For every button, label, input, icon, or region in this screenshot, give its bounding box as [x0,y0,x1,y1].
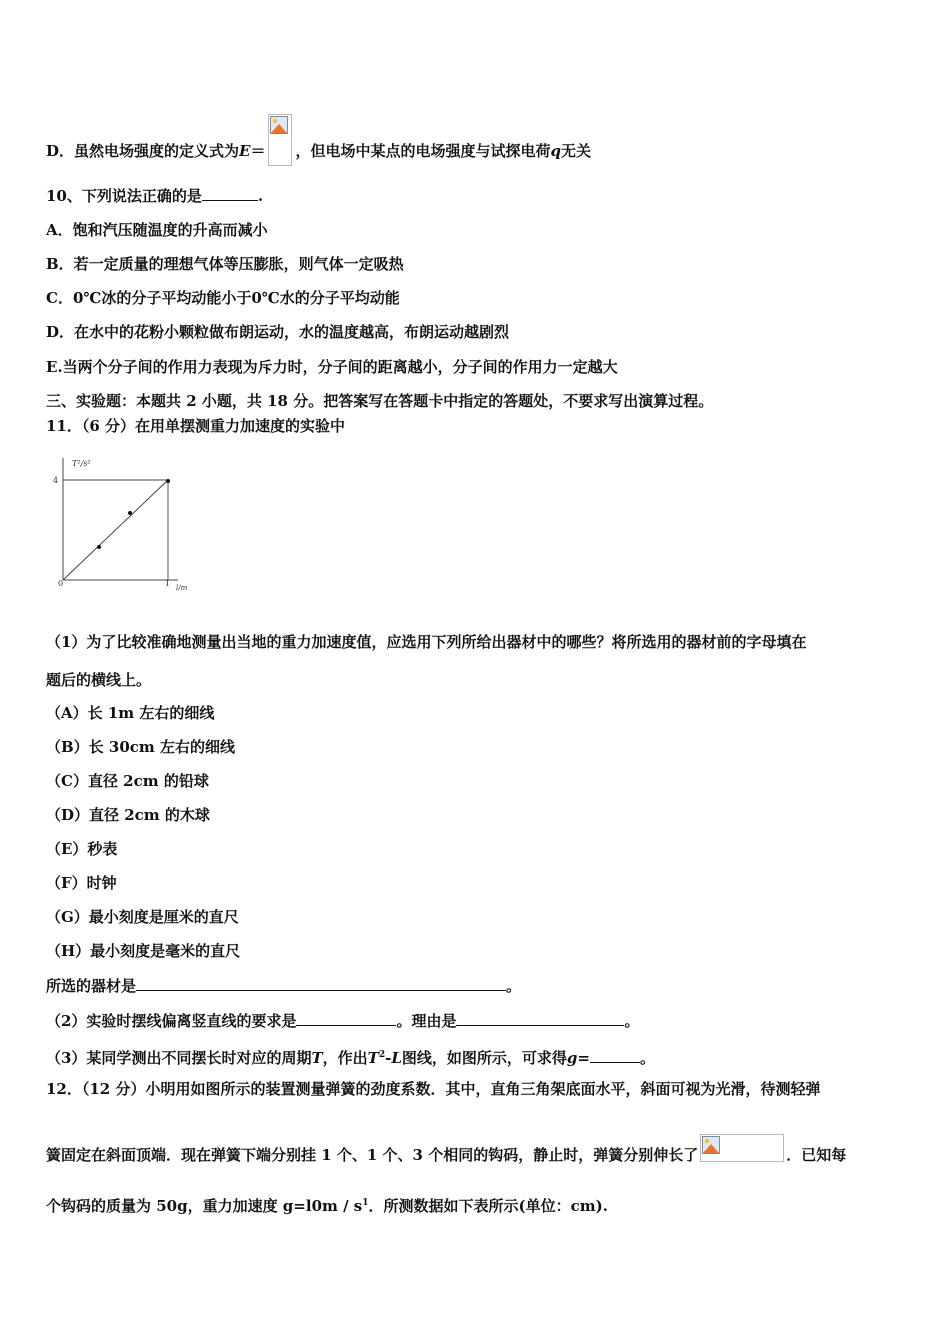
graph-origin-label: 0 [58,579,64,588]
q11-part1-line1: （1）为了比较准确地测量出当地的重力加速度值，应选用下列所给出器材中的哪些？将所选用的器材前的字母填在 [46,633,807,651]
q11-item-c: （C）直径 2cm 的铅球 [46,772,209,790]
t2-l-graph [50,452,200,594]
graph-y-label: T²/s² [72,459,91,468]
q11-chosen-line: 所选的器材是 。 [46,977,522,995]
q11-item-d: （D）直径 2cm 的木球 [46,806,210,824]
q11-part2: （2）实验时摆线偏离竖直线的要求是 。理由是 。 [46,1012,640,1030]
graph-x-label: l/m [176,584,188,592]
q10-option-b: B．若一定质量的理想气体等压膨胀，则气体一定吸热 [46,255,404,273]
section-3-heading: 三、实验题：本题共 2 小题，共 18 分。把答案写在答题卡中指定的答题处，不要求写出演算过程。 [46,392,714,410]
broken-image-icon [702,1136,720,1154]
formula-image-icon [700,1134,784,1162]
graph-point [166,479,170,483]
q11-item-b: （B）长 30cm 左右的细线 [46,738,236,756]
graph-y-tick: 4 [53,476,59,485]
q11-item-f: （F）时钟 [46,874,117,892]
graph-point [128,511,132,515]
q11-part1-line2: 题后的横线上。 [46,671,152,689]
q9-d-eq: ＝ [250,142,266,160]
q9-d-rest: ，但电场中某点的电场强度与试探电荷 [295,142,551,160]
q11-part3-blank [590,1048,640,1063]
q9-d-q: q [550,142,561,160]
q9-option-d [46,126,591,178]
q11-chosen-blank [136,976,506,991]
q11-title: 11．（6 分）在用单摆测重力加速度的实验中 [46,417,346,435]
graph-fit-line [63,480,168,580]
q10-option-d: D．在水中的花粉小颗粒做布朗运动，水的温度越高，布朗运动越剧烈 [46,323,510,341]
q11-item-a: （A）长 1m 左右的细线 [46,704,215,722]
q12-line1: 12．（12 分）小明用如图所示的装置测量弹簧的劲度系数．其中，直角三角架底面水平，斜面可视为光滑，待测轻弹 [46,1080,821,1098]
q10-option-c: C．0℃冰的分子平均动能小于0℃水的分子平均动能 [46,289,400,307]
formula-image-icon [268,114,292,166]
q11-item-e: （E）秒表 [46,840,118,858]
graph-x-tick: 1 [165,579,171,588]
q11-item-h: （H）最小刻度是毫米的直尺 [46,942,241,960]
q10-option-a: A．饱和汽压随温度的升高而减小 [46,221,268,239]
q9-d-prefix: D．虽然电场强度的定义式为 [46,142,240,160]
q11-part3: （3）某同学测出不同摆长时对应的周期T，作出$T^2-L$图线，如图所示，可求得g= 。 [46,1049,655,1067]
q11-part2-blank1 [296,1011,396,1026]
q11-part2-blank2 [456,1011,624,1026]
q9-d-var: E [239,142,251,160]
graph-point [97,545,101,549]
q11-item-g: （G）最小刻度是厘米的直尺 [46,908,239,926]
q10-option-e: E.当两个分子间的作用力表现为斥力时，分子间的距离越小，分子间的作用力一定越大 [46,358,618,376]
q12-line2: 簧固定在斜面顶端．现在弹簧下端分别挂 1 个、1 个、3 个相同的钩码，静止时，弹簧分别伸长了 ．已知每 [46,1142,846,1170]
q10-stem: 10、下列说法正确的是 . [46,187,264,205]
q9-d-end: 无关 [560,142,591,160]
broken-image-icon [270,116,288,134]
q10-answer-blank [202,186,258,201]
q12-line3: 个钩码的质量为 50g，重力加速度 $g=l0m / s^1$．所测数据如下表所示(单位：cm). [46,1197,608,1215]
